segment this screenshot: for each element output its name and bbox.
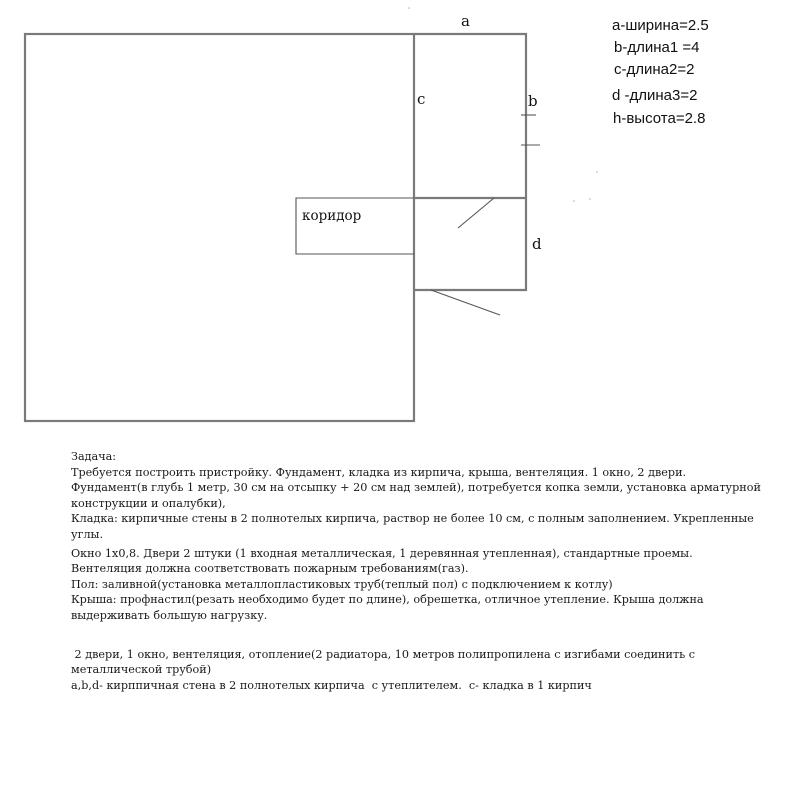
task-heading: Задача:: [71, 450, 117, 463]
task-description: [71, 449, 791, 693]
dimension-label-c: c: [417, 90, 426, 108]
corridor-outline: [296, 198, 414, 254]
legend-length2: c-длина2=2: [614, 61, 695, 78]
task-line: углы.: [71, 527, 104, 541]
stray-dot: [408, 7, 410, 9]
task-line: Окно 1х0,8. Двери 2 штуки (1 входная металлическая, 1 деревянная утепленная), стандартные проемы.: [71, 546, 693, 560]
main-house-outline: [25, 34, 414, 421]
legend-height: h-высота=2.8: [613, 110, 706, 127]
task-line: выдерживать большую нагрузку.: [71, 608, 268, 622]
inner-door-swing: [458, 198, 494, 228]
task-line: Вентеляция должна соответствовать пожарным требованиям(газ).: [71, 562, 469, 576]
task-line: конструкции и опалубки),: [71, 496, 226, 510]
corridor-label: коридор: [302, 208, 362, 224]
stray-dot: [596, 171, 598, 173]
legend-length3: d -длина3=2: [612, 87, 698, 104]
task-line: Кладка: кирпичные стены в 2 полнотелых кирпича, раствор не более 10 см, с полным заполнением. Укрепленные: [71, 512, 754, 526]
dimension-label-d: d: [532, 235, 542, 253]
legend-width: a-ширина=2.5: [612, 17, 709, 34]
task-line: Пол: заливной(установка металлопластиковых труб(теплый пол) с подключением к котлу): [71, 577, 613, 591]
stray-dot: [573, 200, 575, 202]
legend-length1: b-длина1 =4: [614, 39, 700, 56]
dimension-label-b: b: [528, 92, 538, 110]
task-line: Фундамент(в глубь 1 метр, 30 см на отсыпку + 20 см над землей), потребуется копка земли, установка арматурной: [71, 481, 761, 495]
task-line: Требуется построить пристройку. Фундамент, кладка из кирпича, крыша, вентеляция. 1 окно, 2 двери.: [71, 465, 687, 479]
task-line: Крыша: профнастил(резать необходимо будет по длине), обрешетка, отличное утепление. Крыша должна: [71, 593, 704, 607]
entrance-door-swing: [431, 290, 500, 315]
dimension-label-a: a: [461, 12, 470, 30]
task-line: a,b,d- кирппичная стена в 2 полнотелых кирпича с утеплителем. c- кладка в 1 кирпич: [71, 678, 592, 692]
task-line: 2 двери, 1 окно, вентеляция, отопление(2 радиатора, 10 метров полипропилена с изгибами соединить с: [71, 647, 696, 661]
annex-outline: [414, 34, 526, 290]
task-line: металлической трубой): [71, 663, 212, 677]
stray-dot: [589, 198, 591, 200]
